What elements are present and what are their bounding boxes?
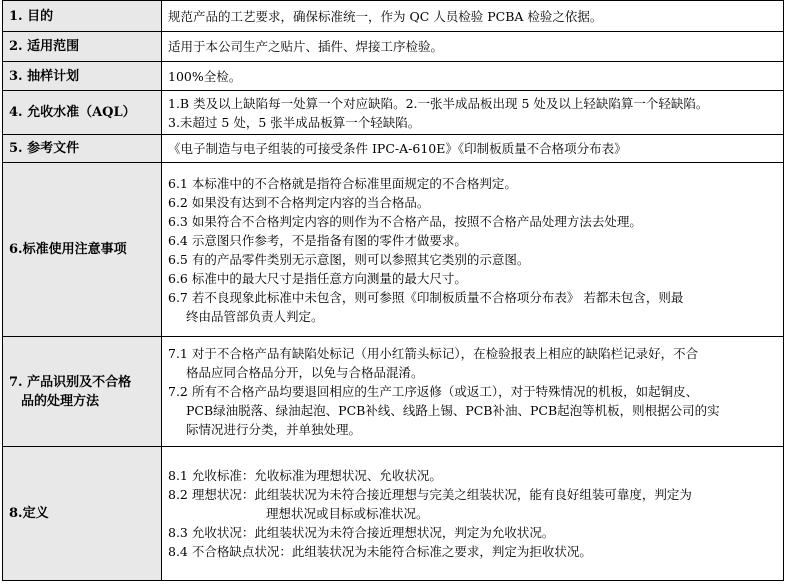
content-identification [162, 337, 784, 447]
note-item-7-line-1: 6.7 若不良现象此标准中未包含，则可参照《印制板质量不合格项分布表》 若都未包含，则最 [168, 289, 684, 305]
note-item: 6.3 如果符合不合格判定内容的则作为不合格产品，按照不合格产品处理方法去处理。 [168, 213, 642, 229]
identification-item-1-line-1: 7.1 对于不合格产品有缺陷处标记（用小红箭头标记），在检验报表上相应的缺陷栏记录好，不合 [168, 346, 699, 361]
row-notes [3, 163, 784, 337]
inspection-standard-table [2, 0, 784, 581]
label-aql: 4. 允收水准（AQL） [3, 91, 162, 135]
label-reference: 5. 参考文件 [3, 135, 162, 163]
note-item: 6.1 本标准中的不合格就是指符合标准里面规定的不合格判定。 [168, 175, 517, 191]
aql-line-1: 1.B 类及以上缺陷每一处算一个对应缺陷。2.一张半成品板出现 5 处及以上轻缺陷算一个轻缺陷。 [168, 95, 709, 111]
content-purpose [162, 1, 784, 32]
label-sampling: 3. 抽样计划 [3, 62, 162, 91]
identification-item-2-line-1: 7.2 所有不合格产品均要退回相应的生产工序返修（或返工），对于特殊情况的机板，如起铜皮、 [168, 384, 699, 399]
content-reference [162, 135, 784, 163]
note-item: 6.4 示意图只作参考，不是指备有图的零件才做要求。 [168, 232, 467, 248]
row-purpose [3, 1, 784, 32]
note-item-7-line-2: 终由品管部负责人判定。 [186, 308, 324, 324]
row-reference [3, 135, 784, 163]
content-sampling [162, 62, 784, 91]
label-notes: 6.标准使用注意事项 [3, 163, 162, 337]
row-aql [3, 91, 784, 135]
label-purpose: 1. 目的 [3, 1, 162, 32]
row-sampling [3, 62, 784, 91]
reference-text: 《电子制造与电子组装的可接受条件 IPC-A-610E》《印制板质量不合格项分布表》 [168, 141, 627, 156]
label-identification-line-2: 品的处理方法 [21, 393, 100, 409]
row-definitions [3, 447, 784, 581]
purpose-text: 规范产品的工艺要求，确保标准统一，作为 QC 人员检验 PCBA 检验之依据。 [168, 8, 603, 24]
row-identification [3, 337, 784, 447]
definition-4: 8.4 不合格缺点状况：此组装状况为未能符合标准之要求，判定为拒收状况。 [168, 544, 592, 559]
definition-2-line-2: 理想状况或目标或标准状况。 [266, 506, 429, 521]
content-notes [162, 163, 784, 337]
label-scope: 2. 适用范围 [3, 32, 162, 62]
note-item: 6.5 有的产品零件类别无示意图，则可以参照其它类别的示意图。 [168, 251, 530, 267]
definition-2-line-1: 8.2 理想状况：此组装状况为未符合接近理想与完美之组装状况，能有良好组装可靠度，判定为 [168, 487, 692, 502]
aql-line-2: 3.未超过 5 处，5 张半成品板算一个轻缺陷。 [168, 114, 421, 130]
identification-item-2-line-3: 际情况进行分类，并单独处理。 [186, 422, 362, 437]
note-item: 6.2 如果没有达到不合格判定内容的当合格品。 [168, 194, 430, 210]
content-scope [162, 32, 784, 62]
content-aql [162, 91, 784, 135]
definition-3: 8.3 允收状况：此组装状况为未符合接近理想状况，判定为允收状况。 [168, 525, 555, 540]
identification-item-2-line-2: PCB绿油脱落、绿油起泡、PCB补线、线路上锡、PCB补油、PCB起泡等机板，则根据公司的实 [186, 403, 720, 418]
note-item: 6.6 标准中的最大尺寸是指任意方向测量的最大尺寸。 [168, 270, 467, 286]
sampling-text: 100%全检。 [168, 68, 242, 84]
definition-1: 8.1 允收标准：允收标准为理想状况、允收状况。 [168, 468, 442, 483]
row-scope [3, 32, 784, 62]
label-definitions: 8.定义 [3, 447, 162, 581]
label-identification [3, 337, 162, 447]
content-definitions [162, 447, 784, 581]
label-identification-line-1: 7. 产品识别及不合格 [9, 374, 132, 390]
scope-text: 适用于本公司生产之贴片、插件、焊接工序检验。 [168, 39, 444, 54]
identification-item-1-line-2: 格品应同合格品分开，以免与合格品混淆。 [186, 365, 424, 380]
